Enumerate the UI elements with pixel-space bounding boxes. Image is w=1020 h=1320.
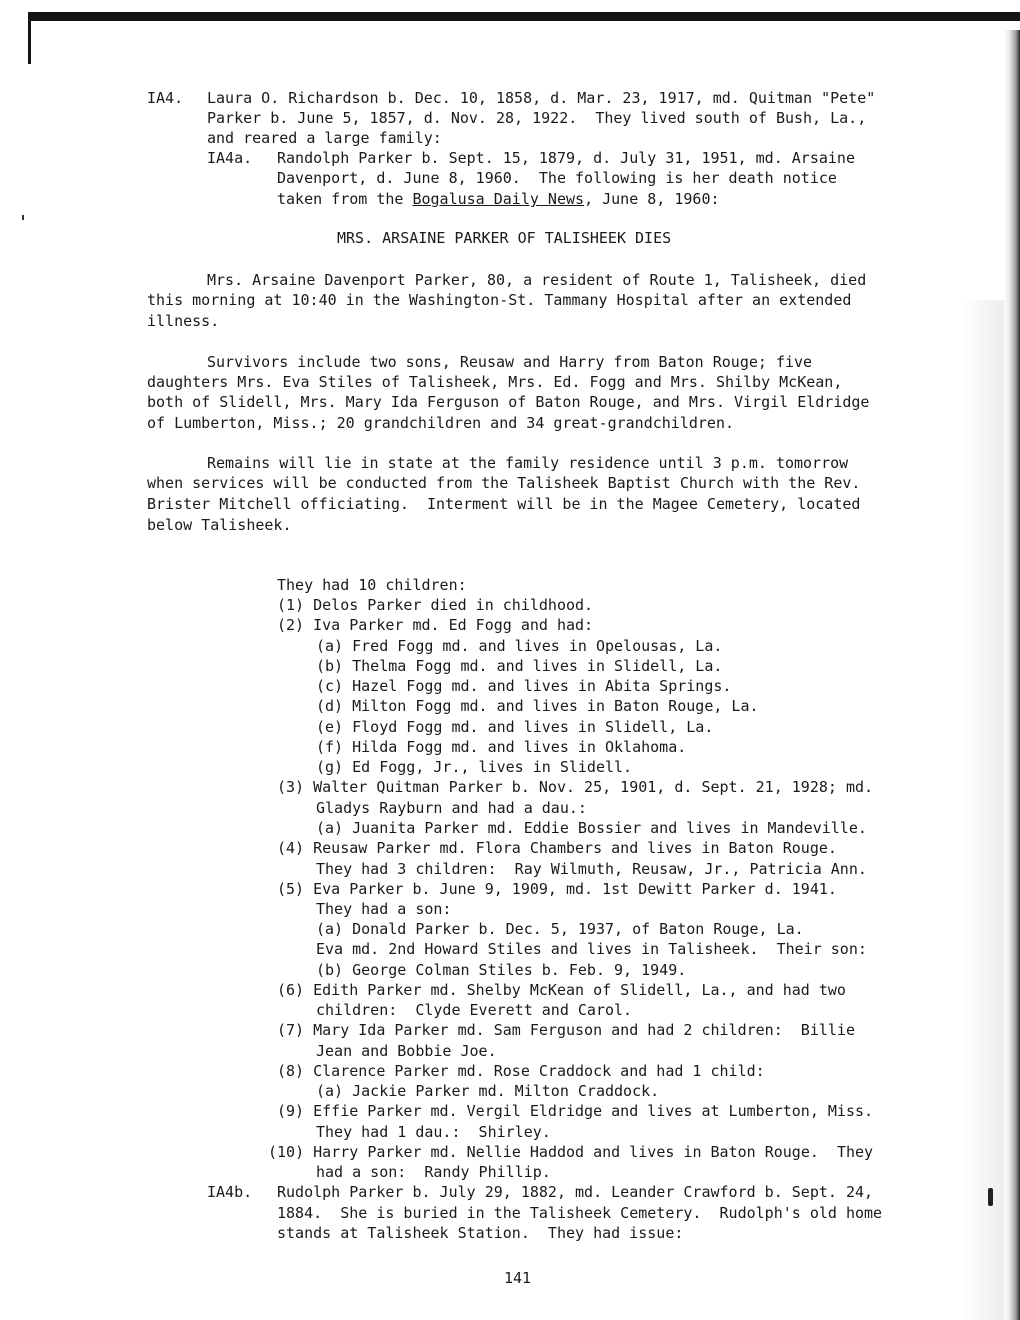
scan-top-border bbox=[28, 12, 1020, 21]
child-line: (5) Eva Parker b. June 9, 1909, md. 1st Dewitt Parker d. 1941. bbox=[277, 880, 837, 898]
notice-p1-line: Mrs. Arsaine Davenport Parker, 80, a resident of Route 1, Talisheek, died bbox=[207, 271, 867, 289]
line-text: , June 8, 1960: bbox=[584, 190, 720, 208]
notice-heading: MRS. ARSAINE PARKER OF TALISHEEK DIES bbox=[337, 229, 672, 247]
entry-ia4a-line: Randolph Parker b. Sept. 15, 1879, d. July 31, 1951, md. Arsaine bbox=[277, 149, 855, 167]
scan-edge-shadow bbox=[960, 300, 1004, 1320]
child-line: (9) Effie Parker md. Vergil Eldridge and lives at Lumberton, Miss. bbox=[277, 1102, 874, 1120]
grandchild-line: (g) Ed Fogg, Jr., lives in Slidell. bbox=[316, 758, 633, 776]
child-line: (8) Clarence Parker md. Rose Craddock and had 1 child: bbox=[277, 1062, 765, 1080]
grandchild-line: (e) Floyd Fogg md. and lives in Slidell, La. bbox=[316, 718, 714, 736]
notice-p2-line: Survivors include two sons, Reusaw and Harry from Baton Rouge; five bbox=[207, 353, 813, 371]
entry-ia4b-line: stands at Talisheek Station. They had issue: bbox=[277, 1224, 684, 1242]
notice-p2-line: both of Slidell, Mrs. Mary Ida Ferguson of Baton Rouge, and Mrs. Virgil Eldridge bbox=[147, 393, 870, 411]
entry-ia4-line: and reared a large family: bbox=[207, 129, 442, 147]
grandchild-line: (b) George Colman Stiles b. Feb. 9, 1949. bbox=[316, 961, 687, 979]
grandchild-line: (a) Juanita Parker md. Eddie Bossier and lives in Mandeville. bbox=[316, 819, 867, 837]
page-number: 141 bbox=[504, 1269, 532, 1287]
child-line: Jean and Bobbie Joe. bbox=[316, 1042, 497, 1060]
child-line: (4) Reusaw Parker md. Flora Chambers and lives in Baton Rouge. bbox=[277, 839, 837, 857]
notice-p2-line: daughters Mrs. Eva Stiles of Talisheek, Mrs. Ed. Fogg and Mrs. Shilby McKean, bbox=[147, 373, 843, 391]
child-line: Gladys Rayburn and had a dau.: bbox=[316, 799, 587, 817]
entry-ia4-line: Parker b. June 5, 1857, d. Nov. 28, 1922. They lived south of Bush, La., bbox=[207, 109, 867, 127]
grandchild-line: (b) Thelma Fogg md. and lives in Slidell, La. bbox=[316, 657, 723, 675]
entry-label-ia4b: IA4b. bbox=[207, 1183, 253, 1201]
entry-ia4-line: Laura O. Richardson b. Dec. 10, 1858, d. Mar. 23, 1917, md. Quitman "Pete" bbox=[207, 89, 876, 107]
grandchild-line: (a) Fred Fogg md. and lives in Opelousas, La. bbox=[316, 637, 723, 655]
notice-p3-line: when services will be conducted from the Talisheek Baptist Church with the Rev. bbox=[147, 474, 861, 492]
grandchild-line: (f) Hilda Fogg md. and lives in Oklahoma. bbox=[316, 738, 687, 756]
child-line: (6) Edith Parker md. Shelby McKean of Slidell, La., and had two bbox=[277, 981, 846, 999]
notice-p1-line: this morning at 10:40 in the Washington-St. Tammany Hospital after an extended bbox=[147, 291, 852, 309]
child-line: children: Clyde Everett and Carol. bbox=[316, 1001, 633, 1019]
child-line: had a son: Randy Phillip. bbox=[316, 1163, 551, 1181]
child-line: They had a son: bbox=[316, 900, 452, 918]
entry-ia4b-line: 1884. She is buried in the Talisheek Cemetery. Rudolph's old home bbox=[277, 1204, 883, 1222]
child-line: (10) Harry Parker md. Nellie Haddod and lives in Baton Rouge. They bbox=[268, 1143, 874, 1161]
scan-right-edge bbox=[1004, 30, 1020, 1320]
entry-label-ia4a: IA4a. bbox=[207, 149, 253, 167]
child-line: (7) Mary Ida Parker md. Sam Ferguson and had 2 children: Billie bbox=[277, 1021, 855, 1039]
entry-label-ia4: IA4. bbox=[147, 89, 184, 107]
line-text: taken from the bbox=[277, 190, 413, 208]
grandchild-line: (a) Jackie Parker md. Milton Craddock. bbox=[316, 1082, 660, 1100]
scan-corner-mark bbox=[28, 12, 31, 64]
child-line: Eva md. 2nd Howard Stiles and lives in Talisheek. Their son: bbox=[316, 940, 867, 958]
children-intro: They had 10 children: bbox=[277, 576, 467, 594]
notice-p1-line: illness. bbox=[147, 312, 220, 330]
child-line: (3) Walter Quitman Parker b. Nov. 25, 1901, d. Sept. 21, 1928; md. bbox=[277, 778, 874, 796]
child-line: (1) Delos Parker died in childhood. bbox=[277, 596, 594, 614]
child-line: (2) Iva Parker md. Ed Fogg and had: bbox=[277, 616, 594, 634]
binding-mark bbox=[988, 1188, 993, 1206]
entry-ia4a-line: Davenport, d. June 8, 1960. The following is her death notice bbox=[277, 169, 837, 187]
grandchild-line: (a) Donald Parker b. Dec. 5, 1937, of Baton Rouge, La. bbox=[316, 920, 804, 938]
entry-ia4a-line bbox=[277, 189, 720, 209]
notice-p3-line: below Talisheek. bbox=[147, 516, 292, 534]
notice-p2-line: of Lumberton, Miss.; 20 grandchildren and 34 great-grandchildren. bbox=[147, 414, 734, 432]
newspaper-title: Bogalusa Daily News bbox=[412, 190, 585, 208]
grandchild-line: (c) Hazel Fogg md. and lives in Abita Springs. bbox=[316, 677, 732, 695]
notice-p3-line: Brister Mitchell officiating. Interment will be in the Magee Cemetery, located bbox=[147, 495, 861, 513]
child-line: They had 1 dau.: Shirley. bbox=[316, 1123, 551, 1141]
notice-p3-line: Remains will lie in state at the family residence until 3 p.m. tomorrow bbox=[207, 454, 849, 472]
child-line: They had 3 children: Ray Wilmuth, Reusaw, Jr., Patricia Ann. bbox=[316, 860, 867, 878]
entry-ia4b-line: Rudolph Parker b. July 29, 1882, md. Leander Crawford b. Sept. 24, bbox=[277, 1183, 874, 1201]
grandchild-line: (d) Milton Fogg md. and lives in Baton Rouge, La. bbox=[316, 697, 759, 715]
scan-speck bbox=[22, 215, 24, 220]
